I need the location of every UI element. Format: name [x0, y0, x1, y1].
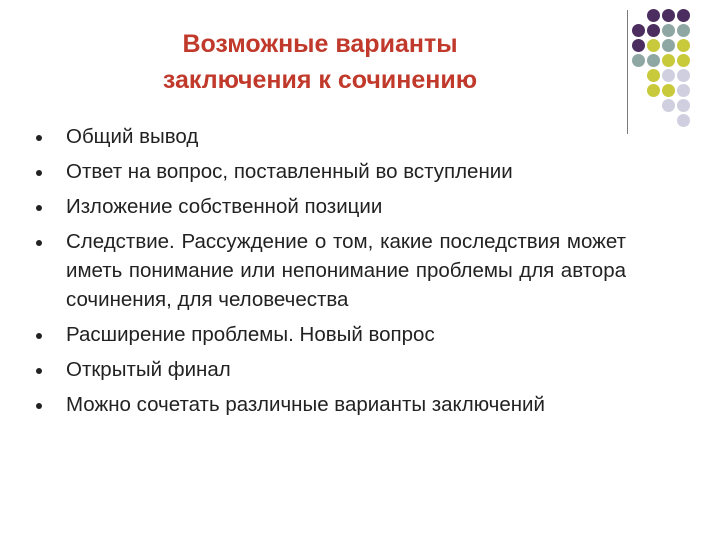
- decorative-dot: [662, 54, 675, 67]
- decorative-dot: [647, 84, 660, 97]
- decorative-dot: [677, 9, 690, 22]
- bullet-item: [36, 192, 636, 221]
- decorative-divider: [627, 10, 628, 134]
- bullet-dot-icon: [36, 170, 42, 176]
- decorative-dot-empty: [647, 99, 660, 112]
- bullet-dot-icon: [36, 135, 42, 141]
- slide-title: [80, 26, 560, 98]
- decorative-dot: [677, 99, 690, 112]
- decorative-dot-empty: [632, 9, 645, 22]
- bullet-dot-icon: [36, 333, 42, 339]
- bullet-text: Ответ на вопрос, поставленный во вступлении: [66, 160, 513, 183]
- decorative-dot: [662, 24, 675, 37]
- decorative-dot-empty: [632, 99, 645, 112]
- decorative-dot: [662, 39, 675, 52]
- bullet-text: Открытый финал: [66, 358, 231, 381]
- title-line-1: Возможные варианты: [182, 30, 458, 58]
- bullet-dot-icon: [36, 368, 42, 374]
- decorative-dot: [632, 24, 645, 37]
- decorative-dot-empty: [632, 69, 645, 82]
- bullet-text: Общий вывод: [66, 125, 199, 148]
- decorative-dot-grid: [632, 9, 690, 127]
- decorative-dot: [677, 84, 690, 97]
- bullet-dot-icon: [36, 403, 42, 409]
- decorative-dot: [632, 54, 645, 67]
- bullet-item: [36, 320, 636, 349]
- decorative-dot: [647, 39, 660, 52]
- decorative-dot: [662, 9, 675, 22]
- bullet-text: Изложение собственной позиции: [66, 195, 383, 218]
- decorative-dot: [647, 9, 660, 22]
- decorative-dot-empty: [662, 114, 675, 127]
- decorative-dot: [647, 24, 660, 37]
- bullet-dot-icon: [36, 205, 42, 211]
- decorative-dot-empty: [632, 84, 645, 97]
- bullet-list: [36, 122, 636, 425]
- decorative-dot: [677, 54, 690, 67]
- decorative-dot: [677, 24, 690, 37]
- decorative-dot: [662, 69, 675, 82]
- bullet-item: [36, 122, 636, 151]
- decorative-dot: [677, 114, 690, 127]
- decorative-dot: [677, 69, 690, 82]
- decorative-dot: [677, 39, 690, 52]
- bullet-text: Расширение проблемы. Новый вопрос: [66, 323, 435, 346]
- bullet-text: Следствие. Рассуждение о том, какие последствия может иметь понимание или непонимание проблемы для автора сочинения, для человечества: [66, 230, 626, 311]
- bullet-item: [36, 355, 636, 384]
- bullet-dot-icon: [36, 240, 42, 246]
- decorative-dot-empty: [647, 114, 660, 127]
- decorative-dot: [647, 54, 660, 67]
- decorative-dot: [662, 84, 675, 97]
- decorative-dot: [647, 69, 660, 82]
- title-line-2: заключения к сочинению: [162, 66, 478, 94]
- decorative-dot: [662, 99, 675, 112]
- bullet-item: [36, 227, 636, 314]
- bullet-item: [36, 157, 636, 186]
- bullet-item: [36, 390, 636, 419]
- decorative-dot: [632, 39, 645, 52]
- bullet-text: Можно сочетать различные варианты заключений: [66, 393, 545, 416]
